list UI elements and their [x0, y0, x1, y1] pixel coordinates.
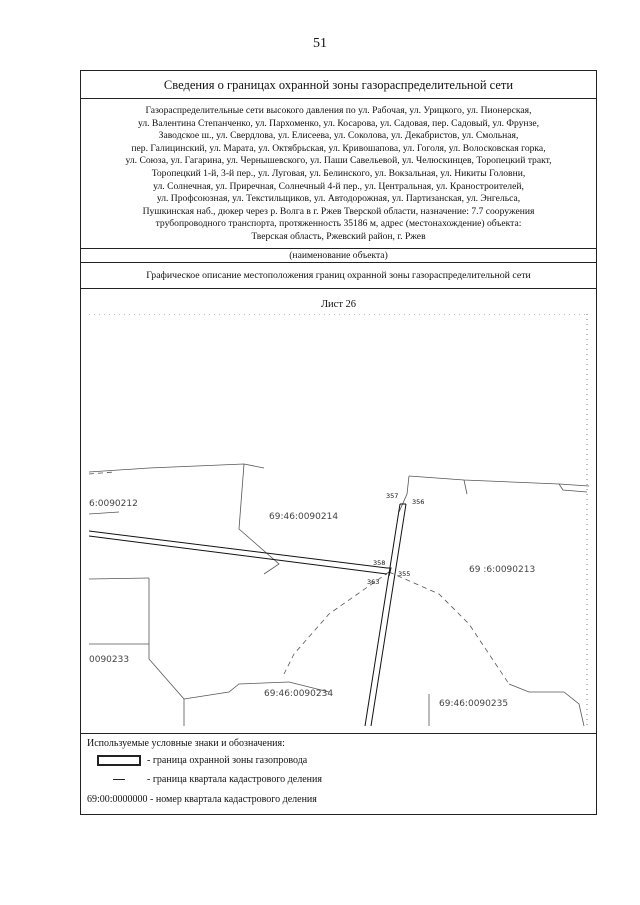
page-number: 51: [313, 36, 327, 51]
document-title: Сведения о границах охранной зоны газораспределительной сети: [81, 71, 596, 99]
quarter-boundary: [509, 684, 584, 726]
quarter-boundary: [409, 476, 589, 486]
description-line: ул. Профсоюзная, ул. Текстильщиков, ул. Автодорожная, ул. Партизанская, ул. Энгельса,: [156, 193, 521, 205]
quarter-number: 69:46:0090235: [439, 699, 509, 709]
legend-quarter-boundary: - граница квартала кадастрового деления: [147, 774, 322, 785]
legend-zone-boundary: - граница охранной зоны газопровода: [147, 755, 308, 766]
quarter-boundary-symbol: [113, 779, 125, 780]
description-line: ул. Валентина Степанченко, ул. Пархоменко, ул. Косарова, ул. Садовая, пер. Садовый, ул. Фрунзе,: [137, 117, 540, 129]
pipeline-zone-boundary: [365, 504, 400, 726]
quarter-number: 69:46:0090234: [264, 689, 334, 699]
legend: [81, 734, 596, 816]
description-line: Тверская область, Ржевский район, г. Ржев: [251, 230, 426, 242]
quarter-boundary: [89, 578, 149, 579]
point-label: 363: [367, 578, 380, 586]
quarter-number: 6:0090212: [89, 499, 138, 509]
quarter-boundary: [399, 476, 409, 512]
description-line: ул. Солнечная, ул. Приречная, Солнечный 4-й пер., ул. Центральная, ул. Краностроителей,: [153, 180, 524, 192]
quarter-boundary: [464, 480, 467, 494]
quarter-boundary: [89, 512, 119, 514]
quarter-number: 69 :6:0090213: [469, 565, 536, 575]
quarter-boundary: [149, 578, 184, 699]
description-line: пер. Галицинский, ул. Марата, ул. Октябрьская, ул. Кривошапова, ул. Гоголя, ул. Волосковская горка,: [131, 142, 546, 154]
point-label: 356: [412, 498, 425, 506]
point-label: 358: [373, 559, 386, 567]
zone-boundary-symbol: [97, 755, 141, 766]
map-area: [81, 289, 596, 734]
quarter-number: 0090233: [89, 655, 130, 665]
cadastral-map: [89, 314, 589, 726]
sheet-number: Лист 26: [320, 299, 357, 310]
point-label: 357: [386, 492, 399, 500]
description-line: Заводское ш., ул. Свердлова, ул. Елисеева, ул. Соколова, ул. Декабристов, ул. Смольная,: [158, 130, 519, 142]
description-line: Газораспределительные сети высокого давления по ул. Рабочая, ул. Урицкого, ул. Пионерская,: [145, 105, 532, 116]
description-line: трубопроводного транспорта, протяженность 35186 м, адрес (местонахождение) объекта:: [155, 218, 522, 230]
point-label: 355: [398, 570, 411, 578]
legend-title: Используемые условные знаки и обозначения:: [87, 738, 285, 749]
description-line: Торопецкий 1-й, 3-й пер., ул. Луговая, ул. Белинского, ул. Вокзальная, ул. Никиты Головни,: [151, 167, 526, 179]
document-frame: [80, 70, 597, 815]
pipeline-zone-boundary: [89, 531, 387, 568]
quarter-boundary-dashed: [389, 572, 509, 684]
quarter-boundary-dashed: [89, 472, 114, 474]
quarter-boundary: [89, 464, 264, 472]
pipeline-zone-boundary: [89, 536, 387, 574]
legend-quarter-number: 69:00:0000000 - номер квартала кадастрового деления: [87, 794, 317, 805]
object-description: [81, 99, 596, 249]
quarter-boundary-dashed: [284, 572, 389, 674]
object-name-label: (наименование объекта): [81, 249, 596, 263]
graphic-description-title: Графическое описание местоположения границ охранной зоны газораспределительной сети: [81, 263, 596, 289]
description-line: ул. Союза, ул. Гагарина, ул. Чернышевского, ул. Паши Савельевой, ул. Челюскинцев, Торопецкий тракт,: [125, 155, 552, 167]
pipeline-zone-boundary: [371, 504, 406, 726]
description-line: Пушкинская наб., дюкер через р. Волга в г. Ржев Тверской области, назначение: 7.7 сооружения: [142, 205, 535, 217]
quarter-number: 69:46:0090214: [269, 512, 339, 522]
